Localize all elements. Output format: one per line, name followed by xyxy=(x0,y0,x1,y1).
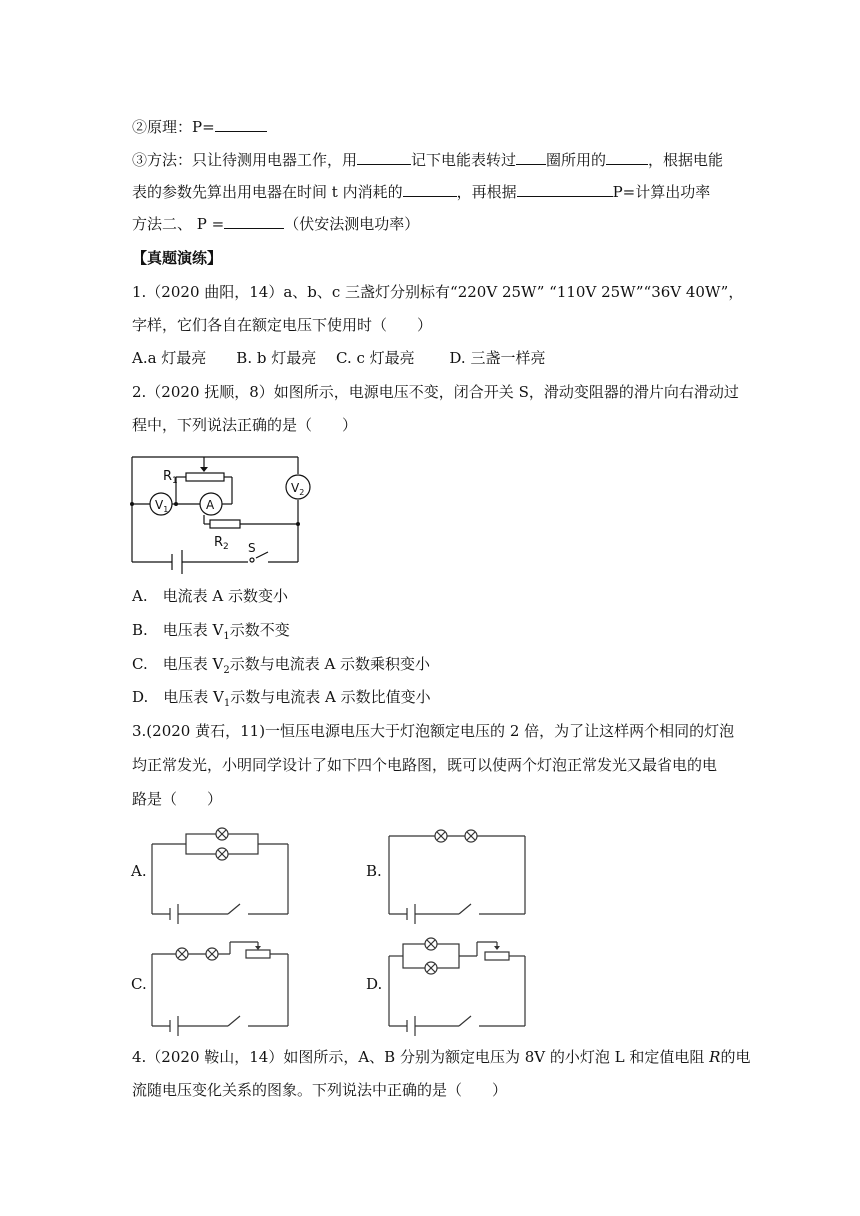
method-text: 方法二、 P = xyxy=(132,215,225,233)
circuit-d-label: D. xyxy=(366,975,383,993)
answer-blank[interactable] xyxy=(606,150,648,165)
answer-blank[interactable] xyxy=(517,182,613,197)
v1-label: $V_1$ xyxy=(155,498,169,514)
circuit-c-diagram xyxy=(148,938,293,1030)
r2-label: $R_2$ xyxy=(214,535,229,552)
q2-circuit-diagram xyxy=(128,452,318,570)
section-title: 【真题演练】 xyxy=(132,249,223,267)
method-text: P=计算出功率 xyxy=(612,183,711,201)
method-text: 圈所用的 xyxy=(546,151,607,169)
answer-blank[interactable] xyxy=(215,117,267,132)
answer-blank[interactable] xyxy=(224,214,284,229)
circuit-d-diagram xyxy=(385,936,530,1030)
method-line-1 xyxy=(132,150,723,170)
method-text: （伏安法测电功率） xyxy=(284,215,420,233)
question-4-line-2: 流随电压变化关系的图象。下列说法中正确的是（ ） xyxy=(132,1081,508,1099)
method-text: 表的参数先算出用电器在时间 t 内消耗的 xyxy=(132,183,403,201)
question-3-line-2: 均正常发光，小明同学设计了如下四个电路图，既可以使两个灯泡正常发光又最省电的电 xyxy=(132,756,718,774)
circuit-b-diagram xyxy=(385,828,530,918)
switch-label: S xyxy=(248,541,256,555)
question-3-line-3: 路是（ ） xyxy=(132,790,223,808)
question-1-line-2: 字样，它们各自在额定电压下使用时（ ） xyxy=(132,316,433,334)
answer-blank[interactable] xyxy=(516,150,546,165)
method-two-line xyxy=(132,214,419,234)
question-1-options: A.a 灯最亮 B. b 灯最亮 C. c 灯最亮 D. 三盏一样亮 xyxy=(132,349,546,367)
r1-label: $R_1$ xyxy=(163,469,178,486)
circuit-b-label: B. xyxy=(366,862,382,880)
q2-option-d: D. 电压表 $V_1$示数与电流表 A 示数比值变小 xyxy=(132,688,431,709)
ammeter-label: A xyxy=(206,498,215,512)
circuit-c-label: C. xyxy=(131,975,147,993)
question-3-line-1: 3.(2020 黄石，11)一恒压电源电压大于灯泡额定电压的 2 倍，为了让这样两个相同的灯泡 xyxy=(132,722,735,740)
v2-label: $V_2$ xyxy=(291,481,305,497)
principle-line xyxy=(132,117,267,137)
circuit-a-diagram xyxy=(148,828,293,918)
circuit-a-label: A. xyxy=(131,862,147,880)
method-line-2 xyxy=(132,182,710,202)
question-2-line-2: 程中，下列说法正确的是（ ） xyxy=(132,416,358,434)
method-text: ，根据电能 xyxy=(648,151,724,169)
method-text: ，再根据 xyxy=(456,183,517,201)
question-1-line-1: 1.（2020 曲阳，14）a、b、c 三盏灯分别标有“220V 25W” “110V 25W”“36V 40W”， xyxy=(132,283,744,301)
question-4-line-1: 4.（2020 鞍山，14）如图所示，A、B 分别为额定电压为 8V 的小灯泡 L 和定值电阻 R的电 xyxy=(132,1048,751,1066)
method-text: 记下电能表转过 xyxy=(411,151,517,169)
principle-text: ②原理：P= xyxy=(132,118,215,136)
answer-blank[interactable] xyxy=(403,182,457,197)
answer-blank[interactable] xyxy=(357,150,411,165)
q2-option-b: B. 电压表 $V_1$示数不变 xyxy=(132,621,290,642)
question-2-line-1: 2.（2020 抚顺，8）如图所示，电源电压不变，闭合开关 S，滑动变阻器的滑片向右滑动过 xyxy=(132,383,739,401)
q2-option-c: C. 电压表 $V_2$示数与电流表 A 示数乘积变小 xyxy=(132,655,431,676)
method-text: ③方法：只让待测用电器工作，用 xyxy=(132,151,358,169)
q2-option-a: A. 电流表 A 示数变小 xyxy=(132,587,288,605)
